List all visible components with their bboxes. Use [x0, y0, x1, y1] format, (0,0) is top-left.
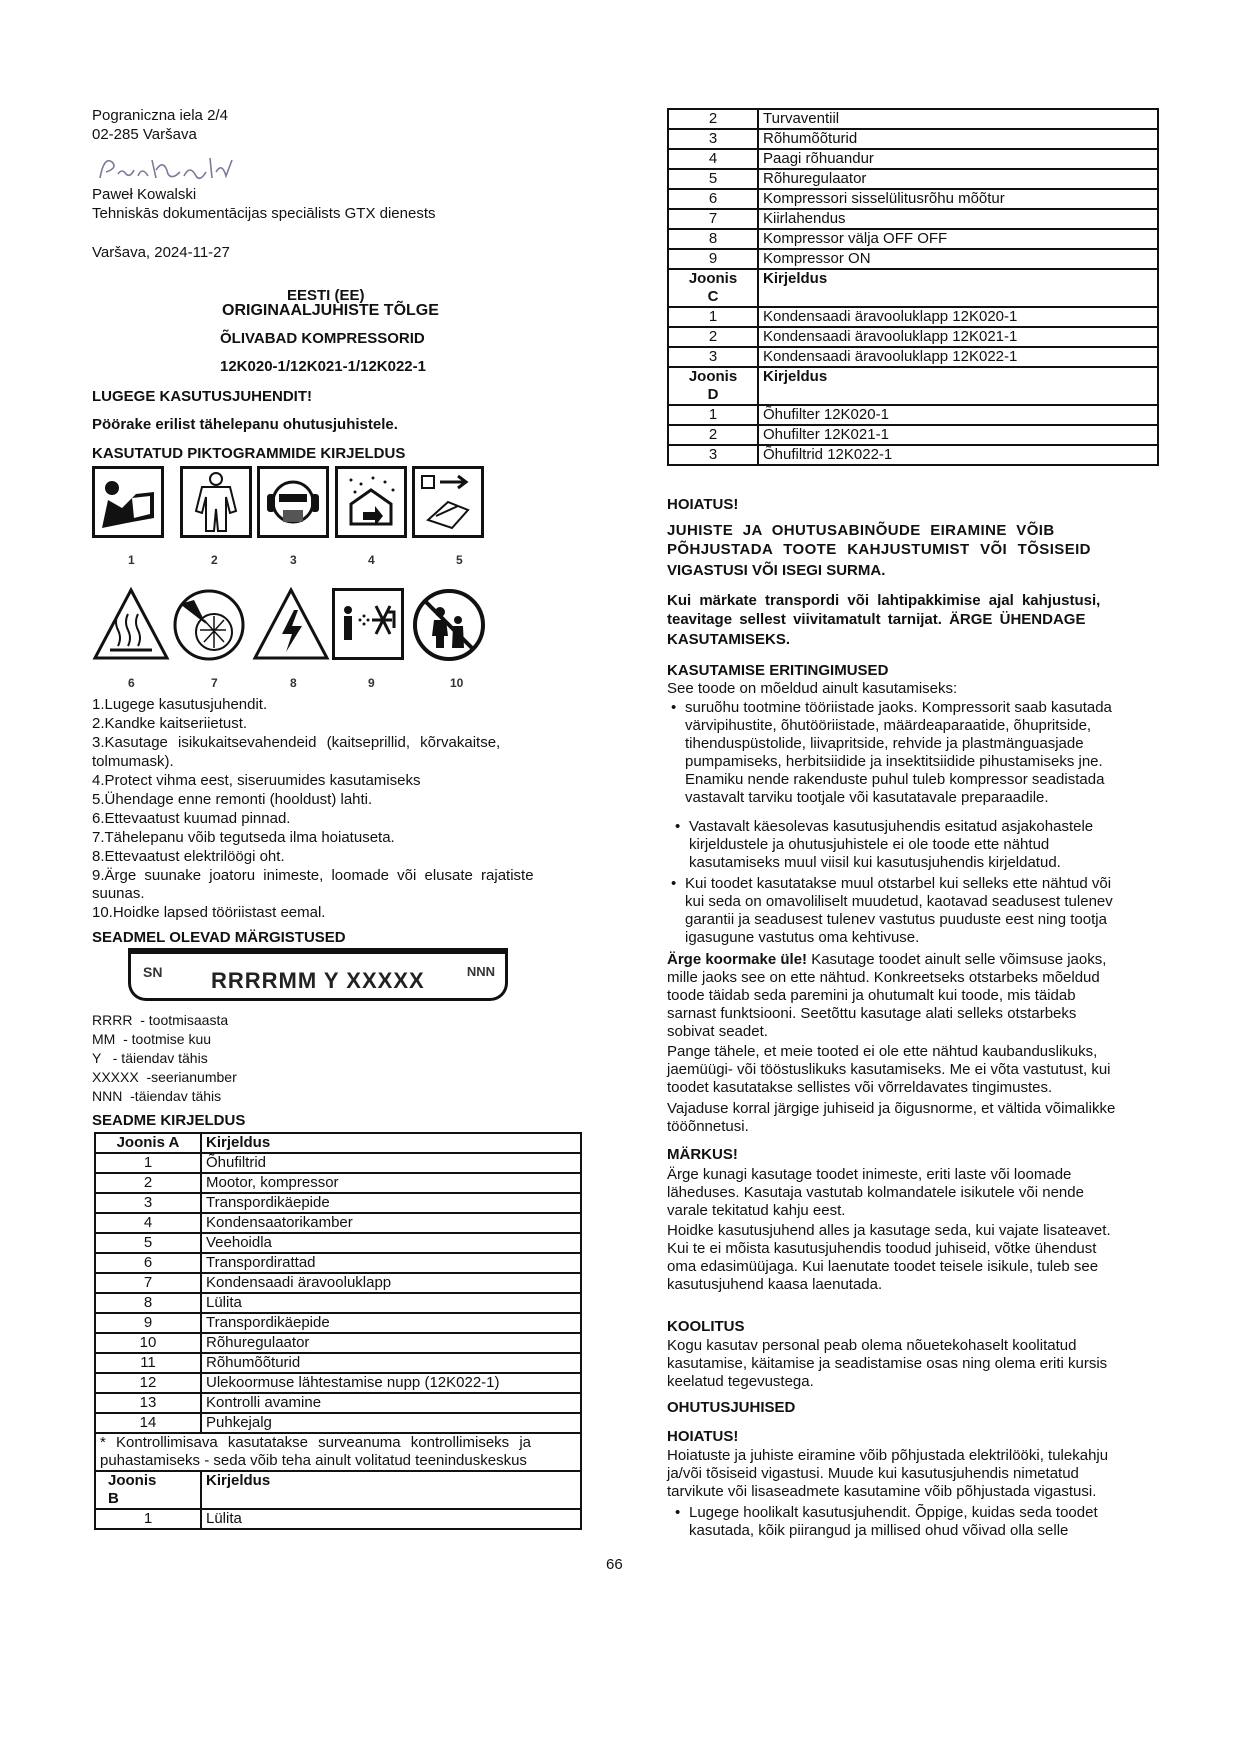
- bullet-item: [685, 875, 1159, 947]
- table-header-line: C: [707, 288, 719, 305]
- row-number: 6: [668, 189, 758, 209]
- pictogram-item: 1.Lugege kasutusjuhendit.: [92, 696, 268, 713]
- text-line: kasutamiseks muul viisil kui kasutusjuhendis kirjeldatud.: [689, 854, 1061, 871]
- row-description: Paagi rõhuandur: [758, 149, 1158, 169]
- row-number: 1: [668, 307, 758, 327]
- table-header-line: B: [108, 1490, 119, 1507]
- device-description-title: SEADME KIRJELDUS: [92, 1112, 246, 1129]
- warning-line: JUHISTE JA OHUTUSABINÕUDE EIRAMINE VÕIB: [667, 522, 1055, 539]
- row-number: 2: [95, 1173, 201, 1193]
- row-number: 4: [95, 1213, 201, 1233]
- row-description: Õhufilter 12K020-1: [758, 405, 1158, 425]
- text-line: läheduses. Kasutaja vastutab kolmandatele isikutele või nende: [667, 1184, 1084, 1201]
- table-header: Kirjeldus: [201, 1471, 581, 1509]
- table-row: [95, 1153, 581, 1173]
- text-line: vastavalt tarviku tootjale või kasutatavale preparaadile.: [685, 789, 1049, 806]
- table-row: [95, 1353, 581, 1373]
- table-header-line: Joonis: [688, 368, 738, 385]
- bullet-item: [689, 1504, 1159, 1540]
- serial-plate: [128, 948, 508, 1001]
- row-description: Rõhumõõturid: [201, 1353, 581, 1373]
- row-description: Ulekoormuse lähtestamise nupp (12K022-1): [201, 1373, 581, 1393]
- marking-legend: RRRR - tootmisaasta: [92, 1012, 229, 1028]
- row-description: Turvaventiil: [758, 109, 1158, 129]
- row-description: Rõhuregulaator: [758, 169, 1158, 189]
- overload-bold: Ärge koormake üle!: [667, 951, 808, 968]
- text-line: tööõnnetusi.: [667, 1118, 749, 1135]
- table-note-line: puhastamiseks - seda võib teha ainult volitatud teeninduskeskus: [100, 1452, 527, 1469]
- text-line: Enamiku nende rakenduste puhul tuleb kompressor seadistada: [685, 771, 1105, 788]
- table-row: [95, 1233, 581, 1253]
- table-row: [95, 1373, 581, 1393]
- table-row: [668, 129, 1158, 149]
- auto-start-icon: [170, 586, 248, 664]
- table-row: [668, 445, 1158, 465]
- warning-title: HOIATUS!: [667, 496, 739, 513]
- table-header-row: [668, 367, 1158, 405]
- table-header-line: Joonis: [688, 270, 738, 287]
- text-line: Kui te ei mõista kasutusjuhendis toodud juhiseid, võtke ühendust: [667, 1240, 1097, 1257]
- text-line: keelatud tegevustega.: [667, 1373, 814, 1390]
- text-line: • suruõhu tootmine tööriistade jaoks. Kompressorit saab kasutada: [685, 699, 1112, 716]
- table-row: [95, 1213, 581, 1233]
- table-row: [95, 1173, 581, 1193]
- warning-line: VIGASTUSI VÕI ISEGI SURMA.: [667, 562, 886, 579]
- row-description: Kondensaatorikamber: [201, 1213, 581, 1233]
- row-description: Kompressori sisselülitusrõhu mõõtur: [758, 189, 1158, 209]
- read-manual-icon: [92, 466, 164, 538]
- markings-title: SEADMEL OLEVAD MÄRGISTUSED: [92, 929, 346, 946]
- page-number: 66: [606, 1556, 623, 1573]
- serial-plate-left: SN: [143, 964, 163, 980]
- pictogram-number: 2: [211, 553, 218, 567]
- table-row: [668, 307, 1158, 327]
- row-number: 13: [95, 1393, 201, 1413]
- row-number: 6: [95, 1253, 201, 1273]
- text-line: Hoiatuste ja juhiste eiramine võib põhjustada elektrilööki, tulekahju: [667, 1447, 1109, 1464]
- commercial-paragraph: [667, 1043, 1159, 1097]
- row-description: Kondensaadi äravooluklapp 12K021-1: [758, 327, 1158, 347]
- safety-warning: HOIATUS!: [667, 1428, 739, 1445]
- row-number: 2: [668, 109, 758, 129]
- text-line: pumpamiseks, herbitsiidide ja insektitsiidide pihustamiseks jne.: [685, 753, 1103, 770]
- row-description: Ohufilter 12K021-1: [758, 425, 1158, 445]
- row-description: Mootor, kompressor: [201, 1173, 581, 1193]
- text-line: garantii ja seadusest tulenev vastutus puuduste eest ning tootja: [685, 911, 1107, 928]
- table-header: Joonis A: [95, 1133, 201, 1153]
- table-header-row: [95, 1133, 581, 1153]
- row-number: 14: [95, 1413, 201, 1433]
- signer-name: Paweł Kowalski: [92, 186, 197, 203]
- row-number: 1: [668, 405, 758, 425]
- row-description: Transpordirattad: [201, 1253, 581, 1273]
- text-line: toodet kasutatakse sellistes või võrreldavates tingimustes.: [667, 1079, 1053, 1096]
- text-line: Kasutage toodet ainult selle võimsuse jaoks,: [807, 951, 1107, 968]
- row-number: 8: [668, 229, 758, 249]
- header-product: ÕLIVABAD KOMPRESSORID: [220, 330, 425, 347]
- pictogram-item: tolmumask).: [92, 753, 174, 770]
- keep-children-away-icon: [410, 586, 488, 664]
- table-row: [95, 1253, 581, 1273]
- warning-line: PÕHJUSTADA TOOTE KAHJUSTUMIST VÕI TÕSISEID: [667, 541, 1091, 558]
- protective-clothing-icon: [180, 466, 252, 538]
- pictogram-item: 10.Hoidke lapsed tööriistast eemal.: [92, 904, 326, 921]
- pictogram-number: 8: [290, 676, 297, 690]
- text-line: kui seda on omavoliliselt muudetud, kaotavad seadusest tulenev: [685, 893, 1113, 910]
- table-note-row: [95, 1433, 581, 1471]
- row-description: Õhufiltrid 12K022-1: [758, 445, 1158, 465]
- text-line: sobivat seadet.: [667, 1023, 768, 1040]
- pictogram-item: 6.Ettevaatust kuumad pinnad.: [92, 810, 291, 827]
- text-line: tarvikute või lisaseadmete kasutamine võib põhjustada vigastusi.: [667, 1483, 1097, 1500]
- table-a: [94, 1132, 582, 1530]
- table-row: [668, 169, 1158, 189]
- marking-legend: NNN -täiendav tähis: [92, 1088, 222, 1104]
- row-description: Kiirlahendus: [758, 209, 1158, 229]
- safety-title: OHUTUSJUHISED: [667, 1399, 796, 1416]
- table-b-cont-c-d: [667, 108, 1159, 466]
- row-number: 10: [95, 1333, 201, 1353]
- row-description: Kompressor ON: [758, 249, 1158, 269]
- attention-text: Pöörake erilist tähelepanu ohutusjuhistele.: [92, 416, 398, 433]
- table-row: [95, 1393, 581, 1413]
- text-line: sarnast funktsiooni. Seetõttu kasutage alati selleks otstarbeks: [667, 1005, 1077, 1022]
- disconnect-icon: [412, 466, 484, 538]
- table-header: [668, 367, 758, 405]
- row-description: Transpordikäepide: [201, 1313, 581, 1333]
- pictogram-number: 3: [290, 553, 297, 567]
- overload-paragraph: [667, 951, 1159, 1041]
- header-models: 12K020-1/12K021-1/12K022-1: [220, 358, 426, 375]
- address-city: 02-285 Varšava: [92, 126, 197, 143]
- table-row: [668, 405, 1158, 425]
- text-line: ja/või tõsiseid vigastusi. Muude kui kasutusjuhendis nimetatud: [667, 1465, 1079, 1482]
- pictogram-item: 3.Kasutage isikukaitsevahendeid (kaitseprillid, kõrvakaitse,: [92, 734, 501, 751]
- row-number: 5: [668, 169, 758, 189]
- table-row: [95, 1293, 581, 1313]
- notes-title: MÄRKUS!: [667, 1146, 738, 1163]
- table-row: [668, 425, 1158, 445]
- row-description: Rõhumõõturid: [758, 129, 1158, 149]
- row-number: 1: [95, 1153, 201, 1173]
- training-title: KOOLITUS: [667, 1318, 745, 1335]
- row-number: 3: [668, 347, 758, 367]
- text-line: kasutada, kõik piirangud ja millised ohud võivad olla selle: [689, 1522, 1069, 1539]
- text-line: värvipihustite, õhutööriistade, määrdeaparaatide, õhupritside,: [685, 717, 1092, 734]
- table-row: [668, 109, 1158, 129]
- marking-legend: MM - tootmise kuu: [92, 1031, 212, 1047]
- date-line: Varšava, 2024-11-27: [92, 244, 230, 261]
- address-street: Pograniczna iela 2/4: [92, 107, 228, 124]
- text-line: tihenduspüstolide, liivapritside, rehvide ja plastmänguasjade: [685, 735, 1084, 752]
- pictogram-number: 10: [450, 676, 464, 690]
- text-line: Pange tähele, et meie tooted ei ole ette nähtud kaubanduslikuks,: [667, 1043, 1098, 1060]
- pictogram-number: 9: [368, 676, 375, 690]
- row-number: 1: [95, 1509, 201, 1529]
- row-number: 4: [668, 149, 758, 169]
- signer-role: Tehniskās dokumentācijas speciālists GTX dienests: [92, 205, 436, 222]
- table-row: [95, 1193, 581, 1213]
- pictogram-number: 7: [211, 676, 218, 690]
- table-row: [668, 249, 1158, 269]
- text-line: Hoidke kasutusjuhend alles ja kasutage seda, kui vajate lisateavet.: [667, 1222, 1111, 1239]
- row-description: Lülita: [201, 1509, 581, 1529]
- serial-plate-right: NNN: [466, 964, 495, 979]
- marking-legend: Y - täiendav tähis: [92, 1050, 208, 1066]
- row-number: 12: [95, 1373, 201, 1393]
- text-line: kasutamise, käitamise ja seadistamise osas ning olema eriti kursis: [667, 1355, 1108, 1372]
- table-header-line: D: [707, 386, 719, 403]
- pictogram-item: 7.Tähelepanu võib tegutseda ilma hoiatuseta.: [92, 829, 395, 846]
- text-line: • Lugege hoolikalt kasutusjuhendit. Õppige, kuidas seda toodet: [689, 1504, 1098, 1521]
- transport-line: KASUTAMISEKS.: [667, 631, 791, 648]
- read-manual-heading: LUGEGE KASUTUSJUHENDIT!: [92, 388, 313, 405]
- table-row: [95, 1313, 581, 1333]
- pictogram-item: suunas.: [92, 885, 145, 902]
- table-header-row: [668, 269, 1158, 307]
- table-row: [95, 1413, 581, 1433]
- row-description: Kondensaadi äravooluklapp: [201, 1273, 581, 1293]
- pictograms-title: KASUTATUD PIKTOGRAMMIDE KIRJELDUS: [92, 445, 406, 462]
- serial-plate-center: RRRRMM Y XXXXX: [211, 968, 425, 993]
- text-line: mille jaoks see on ette nähtud. Konkreetseks otstarbeks mõeldud: [667, 969, 1100, 986]
- text-line: Kogu kasutav personal peab olema nõuetekohaselt koolitatud: [667, 1337, 1077, 1354]
- row-number: 11: [95, 1353, 201, 1373]
- row-description: Veehoidla: [201, 1233, 581, 1253]
- signature-image: [92, 148, 292, 188]
- text-line: oma edasimüüjaga. Kui laenutate toodet teisele isikule, tuleb see: [667, 1258, 1099, 1275]
- table-row: [668, 209, 1158, 229]
- row-description: Transpordikäepide: [201, 1193, 581, 1213]
- text-line: igasugune vastutus oma kehtivuse.: [685, 929, 920, 946]
- no-spray-at-people-icon: [332, 588, 404, 660]
- ppe-icon: [257, 466, 329, 538]
- text-line: kasutusjuhend kaasa laenutada.: [667, 1276, 883, 1293]
- pictogram-number: 1: [128, 553, 135, 567]
- row-number: 2: [668, 425, 758, 445]
- header-subtitle: ORIGINAALJUHISTE TÕLGE: [222, 302, 439, 319]
- row-number: 8: [95, 1293, 201, 1313]
- table-header: Kirjeldus: [758, 367, 1158, 405]
- row-description: Kontrolli avamine: [201, 1393, 581, 1413]
- table-row: [668, 347, 1158, 367]
- table-header-line: Joonis: [108, 1472, 157, 1489]
- table-row: [95, 1273, 581, 1293]
- rain-protect-icon: [335, 466, 407, 538]
- row-description: Õhufiltrid: [201, 1153, 581, 1173]
- pictogram-item: 2.Kandke kaitseriietust.: [92, 715, 248, 732]
- pictogram-item: 8.Ettevaatust elektrilöögi oht.: [92, 848, 285, 865]
- table-header-row: [95, 1471, 581, 1509]
- text-line: • Vastavalt käesolevas kasutusjuhendis esitatud asjakohastele: [689, 818, 1094, 835]
- row-number: 3: [668, 445, 758, 465]
- table-header: Kirjeldus: [758, 269, 1158, 307]
- text-line: varale tekitatud kahju eest.: [667, 1202, 846, 1219]
- bullet-item: [685, 699, 1159, 807]
- row-description: Lülita: [201, 1293, 581, 1313]
- notes-paragraph: [667, 1166, 1159, 1220]
- table-row: [668, 229, 1158, 249]
- pictogram-item: 9.Ärge suunake joatoru inimeste, loomade või elusate rajatiste: [92, 867, 534, 884]
- training-paragraph: [667, 1337, 1159, 1391]
- norms-paragraph: [667, 1100, 1159, 1136]
- text-line: • Kui toodet kasutatakse muul otstarbel kui selleks ette nähtud või: [685, 875, 1112, 892]
- table-row: [95, 1333, 581, 1353]
- table-row: [95, 1509, 581, 1529]
- text-line: Vajaduse korral järgige juhiseid ja õigusnorme, et vältida võimalikke: [667, 1100, 1116, 1117]
- table-note: [95, 1433, 581, 1471]
- text-line: kirjeldustele ja ohutusjuhistele ei ole toode ette nähtud: [689, 836, 1050, 853]
- text-line: jaemüügi- või tööstuslikuks kasutamiseks. Me ei võta vastutust, kui: [667, 1061, 1111, 1078]
- row-number: 7: [95, 1273, 201, 1293]
- pictogram-number: 5: [456, 553, 463, 567]
- text-line: toode täidab seda paremini ja ohutumalt kui toode, mis täidab: [667, 987, 1076, 1004]
- row-number: 5: [95, 1233, 201, 1253]
- row-description: Kondensaadi äravooluklapp 12K020-1: [758, 307, 1158, 327]
- table-row: [668, 327, 1158, 347]
- marking-legend: XXXXX -seerianumber: [92, 1069, 237, 1085]
- pictogram-item: 5.Ühendage enne remonti (hooldust) lahti.: [92, 791, 373, 808]
- table-header: [668, 269, 758, 307]
- row-number: 7: [668, 209, 758, 229]
- table-row: [668, 149, 1158, 169]
- row-number: 3: [95, 1193, 201, 1213]
- table-header: [95, 1471, 201, 1509]
- row-number: 3: [668, 129, 758, 149]
- row-number: 2: [668, 327, 758, 347]
- row-description: Puhkejalg: [201, 1413, 581, 1433]
- pictogram-item: 4.Protect vihma eest, siseruumides kasutamiseks: [92, 772, 421, 789]
- row-number: 9: [668, 249, 758, 269]
- notes-paragraph: [667, 1222, 1159, 1294]
- table-note-line: * Kontrollimisava kasutatakse surveanuma kontrollimiseks ja: [100, 1434, 532, 1451]
- transport-line: Kui märkate transpordi või lahtipakkimise ajal kahjustusi,: [667, 592, 1101, 609]
- table-header: Kirjeldus: [201, 1133, 581, 1153]
- row-description: Kompressor välja OFF OFF: [758, 229, 1158, 249]
- row-number: 9: [95, 1313, 201, 1333]
- electric-shock-icon: [252, 586, 330, 664]
- hot-surface-icon: [92, 586, 170, 664]
- pictogram-number: 4: [368, 553, 375, 567]
- text-line: Ärge kunagi kasutage toodet inimeste, eriti laste või loomade: [667, 1166, 1072, 1183]
- row-description: Kondensaadi äravooluklapp 12K022-1: [758, 347, 1158, 367]
- row-description: Rõhuregulaator: [201, 1333, 581, 1353]
- table-row: [668, 189, 1158, 209]
- pictogram-number: 6: [128, 676, 135, 690]
- safety-paragraph: [667, 1447, 1159, 1501]
- header-lang: EESTI (EE): [287, 287, 365, 304]
- special-conditions-intro: See toode on mõeldud ainult kasutamiseks:: [667, 680, 958, 697]
- bullet-item: [689, 818, 1159, 872]
- transport-line: teavitage sellest viivitamatult tarnijat. ÄRGE ÜHENDAGE: [667, 611, 1086, 628]
- special-conditions-title: KASUTAMISE ERITINGIMUSED: [667, 662, 889, 679]
